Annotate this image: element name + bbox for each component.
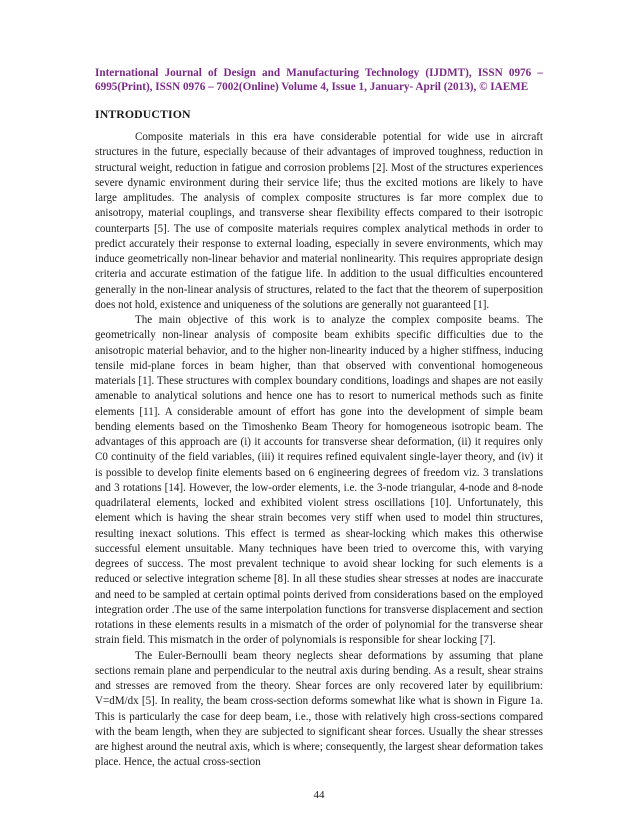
paragraph-2: The main objective of this work is to analyze the complex composite beams. The geometrically non-linear analysis of composite beam exhibits specific difficulties due to the anisotropic material behavior, and to the higher non-linearity induced by a higher stiffness, inducing tensile mid-plane forces in beam higher, than that observed with conventional homogeneous materials [1]. These structures with complex boundary conditions, loadings and shapes are not easily amenable to analytical solutions and hence one has to resort to numerical methods such as finite elements [11]. A considerable amount of effort has gone into the development of simple beam bending elements based on the Timoshenko Beam Theory for homogeneous isotropic beam. The advantages of this approach are (i) it accounts for transverse shear deformation, (ii) it requires only C0 continuity of the field variables, (iii) it requires refined equivalent single-layer theory, and (iv) it is possible to develop finite elements based on 6 engineering degrees of freedom viz. 3 translations and 3 rotations [14]. However, the low-order elements, i.e. the 3-node triangular, 4-node and 8-node quadrilateral elements, locked and exhibited violent stress oscillations [10]. Unfortunately, this element which is having the shear strain becomes very stiff when used to model thin structures, resulting inexact solutions. This effect is termed as shear-locking which makes this otherwise successful element unsuitable. Many techniques have been tried to overcome this, with varying degrees of success. The most prevalent technique to avoid shear locking for such elements is a reduced or selective integration scheme [8]. In all these studies shear stresses at nodes are inaccurate and need to be sampled at certain optimal points derived from considerations based on the employed integration order .The use of the same interpolation functions for transverse displacement and section rotations in these elements results in a mismatch of the order of polynomial for the transverse shear strain field. This mismatch in the order of polynomials is responsible for shear locking [7]. — [95, 314, 543, 647]
section-heading-introduction: INTRODUCTION — [95, 107, 191, 121]
body-text — [95, 130, 543, 771]
paragraph-1: Composite materials in this era have considerable potential for wide use in aircraft structures in the future, especially because of their advantages of improved toughness, reduction in structural weight, reduction in fatigue and corrosion problems [2]. Most of the structures experiences severe dynamic environment during their service life; thus the excited motions are likely to have large amplitudes. The analysis of complex composite structures is far more complex due to anisotropy, material couplings, and transverse shear flexibility effects compared to their isotropic counterparts [5]. The use of composite materials requires complex analytical methods in order to predict accurately their response to external loading, especially in severe environments, which may induce geometrically non-linear behavior and material nonlinearity. This requires appropriate design criteria and accurate estimation of the fatigue life. In addition to the usual difficulties encountered generally in the non-linear analysis of structures, related to the fact that the theorem of superposition does not hold, existence and uniqueness of the solutions are generally not guaranteed [1]. — [95, 131, 543, 311]
page-number: 44 — [313, 789, 325, 801]
journal-header: International Journal of Design and Manufacturing Technology (IJDMT), ISSN 0976 – 6995(Print), ISSN 0976 – 7002(Online) Volume 4, Issue 1, January- April (2013), © IAEME — [95, 67, 543, 93]
paragraph-3: The Euler-Bernoulli beam theory neglects shear deformations by assuming that plane sections remain plane and perpendicular to the neutral axis during bending. As a result, shear strains and stresses are removed from the theory. Shear forces are only recovered later by equilibrium: V=dM/dx [5]. In reality, the beam cross-section deforms somewhat like what is shown in Figure 1a. This is particularly the case for deep beam, i.e., those with relatively high cross-sections compared with the beam length, when they are subjected to significant shear forces. Usually the shear stresses are highest around the neutral axis, which is where; consequently, the largest shear deformation takes place. Hence, the actual cross-section — [95, 649, 543, 769]
